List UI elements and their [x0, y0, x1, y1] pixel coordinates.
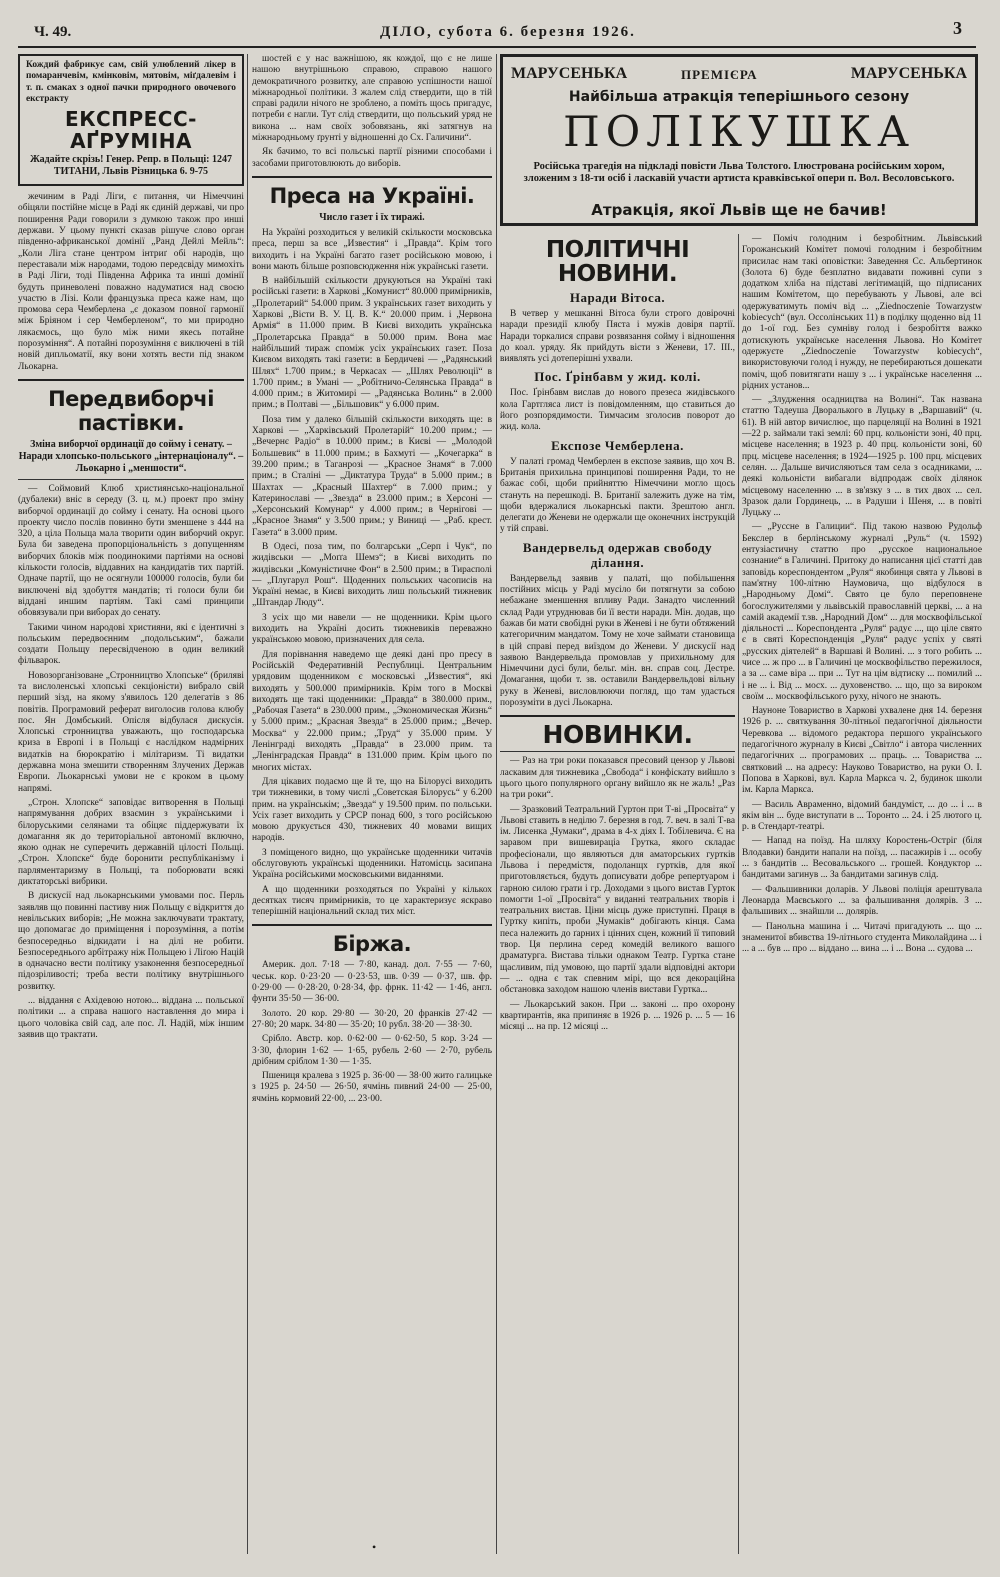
column-divider: [738, 234, 739, 1554]
news-heading: НОВИНКИ.: [542, 720, 693, 750]
issue-number: Ч. 49.: [34, 24, 72, 40]
paragraph: Поза тим у далеко більшій скількости виходять ще: в Харкові — „Харківський Пролетарій“ 10.200 прим.; — „Вечернє Радіо“ в 10.000 прим.; в Києві — „Молодой Большевик“ в 11.000 прим.; в Бахмуті — „Кочегарка“ в 39.200 прим.; в Таганрозі — „Красное Знамя“ в 7.000 прим.; в Сталіні — „Диктатура Труда“ в 5.000 прим.; в Шахтах — „Красный Шахтер“ в 7.000 прим.; у Катеринославі — „Звезда“ в 23.000 прим.; в Херсоні — „Херсонський Комунар“ у 4.000 прим.; в Чернігові — „Красное Знамя“ у 3.500 прим.; у Виниці — „Раб. крест. Газета“ в 3.000 прим.: [252, 414, 492, 538]
play-title: ПОЛІКУШКА: [563, 107, 915, 156]
theatre-subtitle: Найбільша атракція теперішнього сезону: [568, 89, 910, 105]
section-rule: [18, 379, 244, 381]
bourse-paragraph: Срібло. Австр. кор. 0·62·00 — 0·62·50, 5 кор. 3·24 — 3·30, флорин 1·62 — 1·65, рубель 2·60 — 2·70, рубель дрібним сріблом 1·30 — 1·35.: [252, 1034, 492, 1067]
news-item-title: Пос. Ґрінбавм у жид. колі.: [534, 369, 701, 385]
article-subheading: Зміна виборчої ординації до сойму і сенату. – Наради хлопсько-польського „інтернаціоналу“. – Льокарно і „меншости“.: [18, 438, 244, 474]
ad-foot: Жадайте скрізь! Генер. Репр. в Польщі: 1247 ТИТАНИ, Львів Різницька 6. 9-75: [29, 154, 233, 178]
paragraph: А що щоденники розходяться по Україні у кількох десятках тисяч примірників, то це характеризує яскраво теперішній національний склад тих міст.: [252, 884, 492, 918]
news-paragraph: — Льокарський закон. При ... законі ... про охорону квартирантів, яка припиняє в 1926 р. ... 1926 р. ... 5 — 16 місяці ... на пр. 12 місяці ...: [500, 999, 735, 1033]
section-rule: [500, 715, 735, 717]
article-heading: Передвиборчі пастівки.: [48, 386, 214, 435]
theatre-name-right: МАРУСЕНЬКА: [850, 65, 967, 82]
masthead: [20, 18, 980, 42]
news-paragraph: — Фальшивники доларів. У Львові поліція арештувала Леонарда Маєвського ... за фальшивання долярів. З ... фальшивих ... знайшли ... долярів.: [742, 884, 982, 918]
column-4: [742, 234, 982, 1554]
bourse-heading: Біржа.: [332, 932, 412, 957]
article-continuation: жечиним в Раді Ліги, є питання, чи Німеччині обіцяли постійне місце в Раді як єдиній державі, чи про поширення Ради говорили з думкою також про инші держави. У цьому пункті сказав рішуче слово орган південно-африканської домінії „Ранд Дейлі Мейль“: „Коли Ліга стане центром інтриґ обі народів, що переставали між народами, тодою передсвіду мимохіть в Раді Ліги, тоді Південна Африка та инші домінії будуть приневолені поважно надуматися над своєю участю в Лізі. Коли французька преса каже нам, що промова сера Чемберлена „є доказом повної гармонії між Бріяном і сер Чемберленом“, то ми природно лякаємось, що було між ними якесь потайне порозуміння“. А потайні порозуміння є виключені в тій новій дипльоматії, яку вони хотять вести під знаком Льокарна.: [18, 192, 244, 372]
advertisement-exspress: [18, 54, 244, 186]
column-divider: [496, 54, 497, 1554]
news-item-text: Вандервельд заявив у палаті, що побільшення постійних місць у Раді мусіло би потягнути за собою небажане зменшення впливу Ради. Занадто численний склад Ради утруднював би її вести наради. Мін. додав, що бажав би мати свобідні руки в Женеві і не бути обтяжений категоричним мандатом. Тому не хоче займати становища в цій справі перед виїздом до Женеви. У дискусії над заявою Вандервельда промовлав у прихильному для Німеччини дусі були, бельг. мін. вн. справ соц. Дестре. Домагання, щоби т. зв. оставили Вандервельдові вільну руку в Женеві, висловлюючи погляд, що там удасться порозуміти в дусі Льокарна.: [500, 573, 735, 709]
news-paragraph: — Напад на поїзд. На шляху Коростень-Остріг (біля Влодавки) бандити напали на поїзд, ... пасажирів і ... особу ... з бандитів ... Весовальського ... грошей. Кондуктор ... бандитами загинув ... За бандитами загинув слід.: [742, 836, 982, 881]
theatre-footer: Атракція, якої Львів ще не бачив!: [591, 201, 887, 219]
premiere-label: ПРЕМІЄРА: [681, 67, 758, 82]
paragraph: На Україні розходиться у великій скількости московська преса, перш за все „Известия“ і „Правда“. Крім того виходить і на Україні багато газет російською мовою, і вони мають більше розповсюдження ніж українські газети.: [252, 227, 492, 272]
paragraph: Для цікавих подаємо ще й те, що на Білорусі виходить три тижневики, в тому числі „Советская Білорусь“ у 6.200 прим. на українськім; „Звезда“ у 19.500 прим. по польськи. Усіх газет виходить у СРСР понад 600, з того російською мовою друкується 430, тижневих 40 мовами вищих народів.: [252, 776, 492, 844]
theatre-top-row: [511, 65, 967, 87]
ad-brand: ЕКСПРЕСС-АҐРУМІНА: [65, 107, 197, 154]
news-item-text: Пос. Ґрінбавм вислав до нового презеса жидівського кола Гартгляса лист із повідомленням, що ставиться до його розпорядимости. Тимчасим зголосив поворот до жид. кола.: [500, 388, 735, 433]
news-paragraph: — Раз на три роки показався пресовий цензор у Львові ласкавим для тижневика „Свобода“ і конфіскату вийшло з цього цього популярного органу вийшло як не жаль! „Раз на три роки“.: [500, 756, 735, 801]
paragraph: шостей є у нас важнішою, як кождої, що є не лише нашою внутрішньою справою, справою нашого демократичного розвитку, але справою успішности нашої міжнародньої політики. З жалем слід ствердити, що в тій справі радили нічого не зроблено, а поміть щось пригадує, потреби є нагли. Тут слід ствердити, що польський уряд не викона ... нам своїх зобовязань, які затягнув на міжнародньому ґрунті у відношенні до Сх. Галичини“.: [252, 54, 492, 144]
paragraph: — Соймовий Клюб християнсько-національної (дубалеки) вніс в середу (3. ц. м.) проект про зміну виборчої ординації до сойму і сенату. На основі цього проекту число послів повинно бути зменшене з 444 на 320, а ціла Польща мала творити один виборчий округ. Була би заведена пропорціональність з допущенням виборчих блоків між поодинокими партіями на основі кількости голосів, віддавних на кандидатів тих партій. Одначе партії, що не осягнули 100000 голосів, були би виключені від здобуття мандатів; ті голоси були би віддані иншим партіям. Такі самі принципи обовязували при виборах до сенату.: [18, 483, 244, 619]
news-item-text: В четвер у мешканні Вітоса були строго довірочні наради президії клюбу Пяста і мужів довіря партії. Наради торкалися справи розвязання сойму і відношення до коал. уряду. Як прийдуть вісти з Женеви, 17. III., виявлять усі дотеперішні ухвали.: [500, 309, 735, 365]
news-item-text: У палаті громад Чемберлен в експозе заявив, що хоч В. Британія прихильна принципові поширення Ради, то не бажає собі, щоби прийняттю Німеччини могло щось стануть на перешкоді. В. Британії залежить дуже на тім, щоби вдержалися льокарнські пакти. Зрештою англ. делегати до Женеви не одержали ще оконечних інструкцій у тій справі.: [500, 456, 735, 535]
top-rule: [18, 46, 976, 48]
news-item-title: Вандервельд одержав свободу ділання.: [522, 539, 713, 570]
paragraph: „Строн. Хлопске“ заповідає витворення в Польщі напрямування добрих взаємин з українськими і білоруськими селянами та обіцяє піддержувати їх домагання як до територіальної автономії включно, якою однак не суперечить державній цілості Польщі. „Строн. Хлопске“ буде боронити республіканізму і парляментаризму в Польщі, та поборювати всякі диктаторські вибрики.: [18, 797, 244, 888]
article-subheading: Число газет і їх тиражі.: [319, 211, 425, 223]
page-number: 3: [953, 18, 962, 38]
thin-rule: [18, 479, 244, 480]
section-rule: [252, 924, 492, 926]
theatre-advertisement: [500, 54, 978, 226]
news-paragraph: — Панольна машина і ... Читачі пригадують ... що ... знаменитої вбивства 19-літнього студента Миколайдина ... і ... а ... був ... про ... віддано ... вина ... і ... Вона ... судова ...: [742, 921, 982, 955]
column-3: [500, 234, 735, 1554]
news-paragraph: — Зразковий Театральний Гуртон при Т-ві „Просвіта“ у Львові ставить в неділю 7. березня в год. 7. веч. в залі Т-ва ім. Лисенка „Чумаки“, драма в 4-х діях І. Тобілевича. Є на заравом при вишевираціа Грутка, якого складає професіонали, що являються для аматорських гуртків Львова і передмістя, подоланщх гуртків, для якої приготовляється, будуть дописувати добре репертуаром і гарною силою грати і гр. Доходами з цього вистав Гурток помогти 1-ої „Просвіта“ у виданні театральних творів і театральних вистав. Ціни місць дуже приступні. Праця в Гуртку кипіть, проби „Чумаків“ добігають кінця. Сама песа належить до ґарних і цінних сцен, кожний її типовий твор. Ця перлина серед комедій великого вашого драматурга. Вистава тільки однаком Театр. Гуртка стане щасливим, під умовою, що партії здали відповідні актори — ... одна є так спевним мірі, що вся декораційна обстановка заходом нашою членів вистави Гуртка...: [500, 804, 735, 996]
paragraph: В Одесі, поза тим, по болгарськи „Серп і Чук“, по жидівськи — „Моґґа Шемэ“; в Києві виходить по жидівськи „Комуністичне Фон“ в 2.500 прим.; в Тирасполі — „Плугарул Рош“. Щоденних польських часописів на Україні немає, в Києві виходить лиш польський тижневик „Штандар Люду“.: [252, 541, 492, 609]
news-paragraph: Науноне Товариство в Харкові ухвалене дня 14. березня 1926 р. ... святкування 30-літньої педагогічної діяльности Черевкова ... відомого редактора першого українського педагогічного журналу в Києві „Світло“ і автора численних педагогічних ... програмових ... праць. ... Товариства ... святковий ... на адресу: Науково Товариство, на руки О. І. Попова в Харкові, вул. Карла Маркса ч. 2, будинок школи ім. Карла Маркса.: [742, 706, 982, 796]
political-news-heading: ПОЛІТИЧНІ НОВИНИ.: [545, 237, 690, 287]
page-footer-mark: •: [372, 1540, 377, 1554]
column-2: [252, 54, 492, 1554]
paragraph: З поміщеного видно, що українське щоденники читачів обслуговують українські щоденники. Натомісць засипана Україна російськими московськими виданнями.: [252, 847, 492, 881]
paragraph: З усіх що ми навели — не щоденники. Крім цього виходить на Україні досить тижневиків переважно українською мовою, призначених для села.: [252, 612, 492, 646]
theatre-name-left: МАРУСЕНЬКА: [511, 65, 628, 82]
paragraph: ... віддання є Ахідевою нотою... віддана ... польської політики ... а справа нашого наставлення до мира і цього чоловіка свій сад, але пос. Л. Надій, між іншим заявив що трактати.: [18, 996, 244, 1040]
column-divider: [247, 54, 248, 1554]
paragraph: В дискусії над льокарнськими умовами пос. Перль заявляв що повинні пастиву ниж Польщу є відкриття до невільських виборів; „Не можна заключувати трактату, що допомагає до приміщення і порозуміння, а потім безпосередньо відкидати і на ділі не робити. Безпосереднього арбітражу ніж Польщею і Ліґою Націй в одначасно вести політику узаконення безпосередньої підозріливості; треба вести політику внутрішнього розвитку.: [18, 891, 244, 992]
news-paragraph: — Поміч голодним і безробітним. Львівський Горожанський Комітет помочі голодним і безробітним присилає нам такі оповістки: Заведення Сс. Альбертинок (Золота 6) буде безплатно видавати поживні супи з додатком хліба на підставі легітимацій, що підписаних нашим Комітетом, що перебувають у Львові, але всі одержуватимуть поміч від ... „Ziednoczenie Towarzystw kobiecych“ (вул. Оссолінських 11) в поділку щоденно від 11 до 1-ої год. Без сумніву голод і безробіття важко дотискують українське населення Львова. Но Комітет одержуєте „Ziednoczenie Towarzystw kobiecych“, використовуючи голод і нужду, не перебираються дошекати поміч, щоб повитягати нашу з ... і українське населення ... рідних установ...: [742, 234, 982, 391]
section-rule: [252, 176, 492, 178]
paragraph: Як бачимо, то всі польські партії різними способами і засобами приготовлюють до виборів.: [252, 147, 492, 169]
play-description: Російська трагедія на підкладі повісти Льва Толстого. Ілюстрована російським хором, зложеним з 18-ти осіб і ласкавій участи артиста кравківської опери п. Вол. Весоловського.: [523, 161, 955, 184]
ad-lead: Кождий фабрикує сам, свій улюблений лікер в помаранчевім, кмінковім, мятовім, міґдалевім і т. п. смаках з одної пачки природного овочевого екстракту: [26, 60, 236, 104]
news-paragraph: — „Руссне в Галиции“. Під такою назвою Рудольф Бекслер в берлінському журналі „Руль“ (ч. 1592) ентузіастичну статтю про „русское национальное сознание“ в Галичині. Притоку до написання цієї статті дав заповідь кореспондентом „Руля“ якобинця свята у Львові в пам'ятну 100-літню Наумовича, що відбулося в „Народньому Домі“. Свято це було переповнене богослужителями у львівській православній церкві, ... а на самій академії т.зв. „Народний Дом“ ... для москвофільської діяльності ... Кореспондента „Руля“ радує ..., що ціле свято є в святі Кореспонденція „Руля“ радує успіх у святі „русских діятелей“ в Варшаві й Волині. ... з того робить ... чисе ... ж про ... в Галичині це москвофільство пережилося, а за ... саме віра ... при ... Тут на цім відтиску ... помилий ... і не ... і. Від ... мосх. ... духовенство. ... що, що за вироком своїм ... москвофільського руху, нічого не знають.: [742, 522, 982, 702]
news-paragraph: — Василь Авраменно, відомий бандуміст, ... до ... і ... в якім він ... буде виступати в ... Торонто ... 24. і 25 лютого ц. р. в Стендарт-театрі.: [742, 799, 982, 833]
paragraph: Новозорганізоване „Стронництво Хлопське“ (бриляві та вислоленські хлопські секціоністи) вибрало свій перший зізд, на якому з'явилось 120 делегатів з 86 повітів. Програмовий реферат виголосив голова клюбу пос. Ян Домбський. Опісля відбулася дискусія. Хлопські стронництва уважають, що господарська криза в Европі і в Польщі є наслідком надмірних видатків на бюрократію і мілітаризм. Ті видатки державна мона змешити створенням Злучених Держав Европи. Льокарнські умови не є кроком в цьому напрямі.: [18, 670, 244, 794]
news-paragraph: — „Злудження осадництва на Волині“. Так названа статтю Тадеуша Дворалького в Луцьку в „Варшавий“ (ч. 61). В ній автор вичислює, що парцеляції на Волині в 1921—22 р. займали такі землі: 60 прц. кольоністи зоні, 40 прц. місцеве населення; в 1923 р. 40 прц. кольоністи зоні, 60 прц. місцеве населення; в 1924—1925 р. 100 прц. місцевих селян. ... Дальше вичисляються там села з осадниками, ... деякі кольоністи вибагали відпродаж своїх ділянок місцевому населенню ... в зв'язку з ... в тих двох ... сел. Зразок дали Гординець, ... в Радуши і Шеня, ... в повіті Луцьку ...: [742, 395, 982, 519]
bourse-paragraph: Золото. 20 кор. 29·80 — 30·20, 20 франків 27·42 — 27·80; 20 марк. 34·80 — 35·20; 10 рубл. 38·20 — 38·30.: [252, 1008, 492, 1030]
column-1: [18, 54, 244, 1554]
thin-rule: [500, 751, 735, 752]
news-item-title: Експозе Чемберлена.: [551, 437, 684, 453]
bourse-paragraph: Пшениця кралева з 1925 р. 36·00 — 38·00 жито галицьке з 1925 р. 24·50 — 26·50, ячмінь пивний 24·00 — 25·00, ячмінь кормовий 22·00, ... 23·00.: [252, 1071, 492, 1104]
paragraph: В найбільшій скількости друкуються на Україні такі російські газети: в Харкові „Комунист“ 80.000 примірників, „Пролетарий“ 54.000 прим. З українських газет виходить у Харкові „Вісти В. У. Ц. В. К.“ 20.000 прим. і „Червона Армія“ в 11.000 прим. В Києві виходить українська „Пролетарська Правда“ в 50.000 прим. Вона має найбільший тираж споміж усіх українських газет. Поза Києвом виходять такі газети: в Бердичеві — „Радянський Шлях“ 1.700 прим.; в Черкасах — „Шлях Революції“ в 1.700 прим.; в Умані — „Робітничо-Селянська Правда“ в 4.000 прим.; в Житомирі — „Радянська Волинь“ в 2.000 прим.; в Полтаві — „Більшовик“ у 6.000 прим.: [252, 276, 492, 411]
paragraph: Для порівнання наведемо ще деякі дані про пресу в Російській Федеративній Республиці. Центральним урядовим щоденником є московські „Известия“, які виходять у 500.000 примірників. Крім того в Москві виходять ще такі щоденники: „Правда“ в 380.000 прим., „Рабочая Газета“ в 230.000 прим., „Экономическая Жизнь“ у 5.000 прим.; „Красная Звезда“ в 25.000 прим.; „Вечер. Москва“ у 22.000 прим.; „Труд“ у 35.000 прим. У Ленінграді виходять „Правда“ в 23.000 прим. та „Ленінградская Правда“ в 131.000 прим. Крім цього по многих містах.: [252, 649, 492, 773]
masthead-title: ДІЛО, субота 6. березня 1926.: [380, 24, 636, 40]
article-heading: Преса на Україні.: [269, 183, 475, 208]
news-item-title: Наради Вітоса.: [569, 290, 666, 305]
bourse-paragraph: Америк. дол. 7·18 — 7·80, канад. дол. 7·55 — 7·60, чеськ. кор. 0·23·20 — 0·23·53, шв. 0·39 — 0·37, шв. фр. 0·29·00 — 0·28·20, 0·28·34, фр. фрнк. 11·42 — 1·46, англ. фунти 35·50 — 36·00.: [252, 960, 492, 1005]
paragraph: Такими чином народові християни, які є ідентичні з польським передвоєнним „подольським“, бажали создати Польщу пересвідченою в один великий фільварок.: [18, 622, 244, 667]
